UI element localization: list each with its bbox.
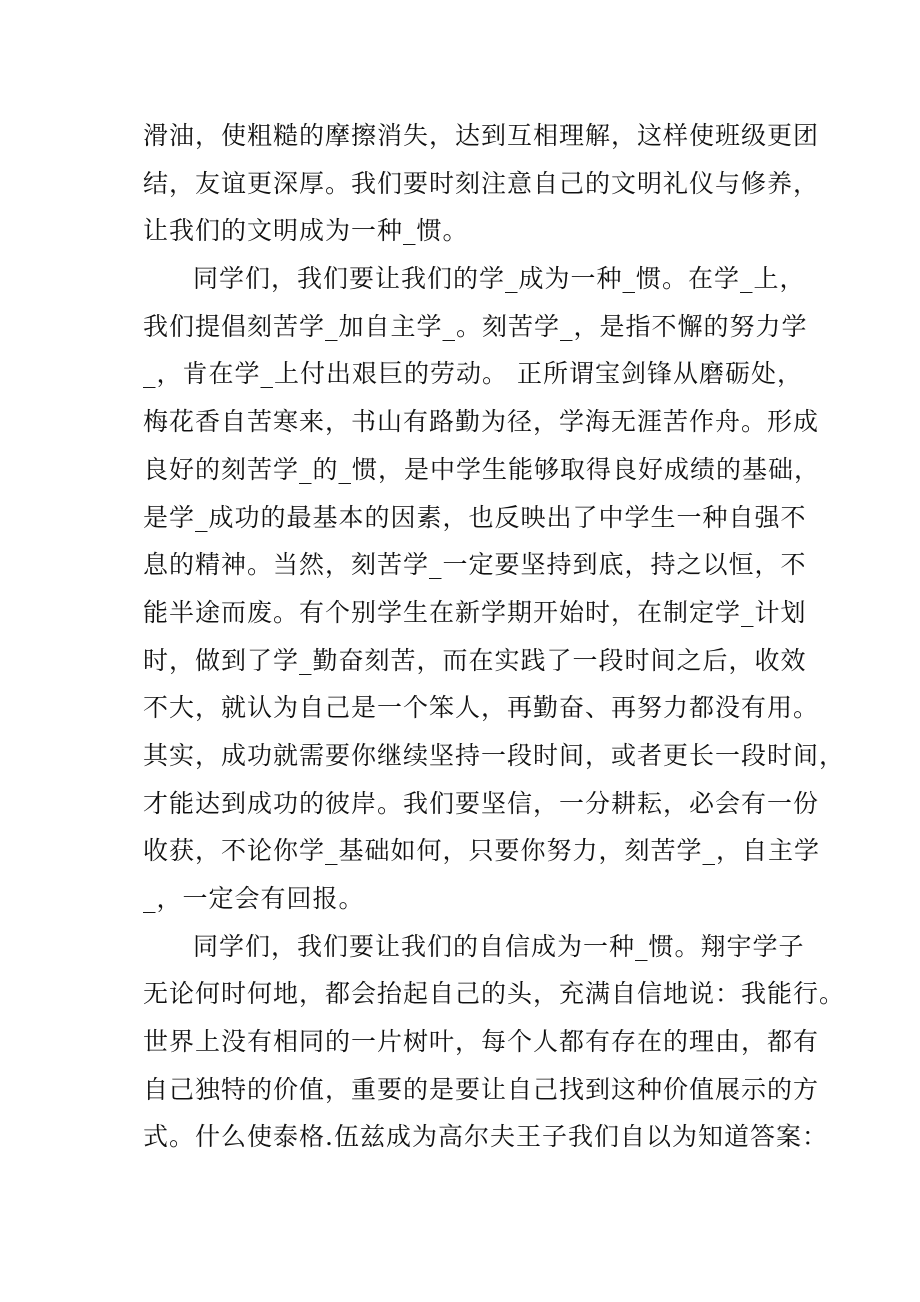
text-line: 滑油，使粗糙的摩擦消失，达到互相理解，这样使班级更团 <box>143 121 820 150</box>
paragraph-2 <box>143 255 846 923</box>
text-line: 梅花香自苦寒来，书山有路勤为径，学海无涯苦作舟。形成 <box>143 407 820 437</box>
text-line: 同学们，我们要让我们的学_成为一种_惯。在学_上， <box>193 264 806 294</box>
text-line: 才能达到成功的彼岸。我们要坚信，一分耕耘，必会有一份 <box>143 788 820 818</box>
text-line: 能半途而废。有个别学生在新学期开始时，在制定学_计划 <box>143 597 807 627</box>
text-line: 让我们的文明成为一种_惯。 <box>143 216 469 246</box>
text-line: 良好的刻苦学_的_惯，是中学生能够取得良好成绩的基础， <box>143 454 821 484</box>
document-body <box>143 112 846 1161</box>
text-line: 无论何时何地，都会抬起自己的头，充满自信地说：我能行。 <box>143 979 846 1009</box>
text-line: 式。什么使泰格.伍兹成为高尔夫王子我们自以为知道答案： <box>143 1122 828 1152</box>
text-line: 我们提倡刻苦学_加自主学_。刻苦学_，是指不懈的努力学 <box>143 311 808 341</box>
text-line: 同学们，我们要让我们的自信成为一种_惯。翔宇学子 <box>193 931 805 961</box>
text-line: _，肯在学_上付出艰巨的劳动。 正所谓宝剑锋从磨砺处， <box>143 359 803 389</box>
text-line: 收获，不论你学_基础如何，只要你努力，刻苦学_，自主学 <box>143 836 821 866</box>
text-line: 世界上没有相同的一片树叶，每个人都有存在的理由，都有 <box>143 1027 820 1057</box>
text-line: 时，做到了学_勤奋刻苦，而在实践了一段时间之后，收效 <box>143 645 807 675</box>
text-line: _，一定会有回报。 <box>143 884 365 913</box>
text-line: 结，友谊更深厚。我们要时刻注意自己的文明礼仪与修养， <box>143 168 820 198</box>
paragraph-1 <box>143 112 823 255</box>
text-line: 不大，就认为自己是一个笨人，再勤奋、再努力都没有用。 <box>143 693 820 723</box>
text-line: 自己独特的价值，重要的是要让自己找到这种价值展示的方 <box>143 1074 820 1104</box>
paragraph-3 <box>143 923 846 1161</box>
text-line: 是学_成功的最基本的因素，也反映出了中学生一种自强不 <box>143 502 807 532</box>
text-line: 其实，成功就需要你继续坚持一段时间，或者更长一段时间， <box>143 740 846 770</box>
text-line: 息的精神。当然，刻苦学_一定要坚持到底，持之以恒，不 <box>143 550 807 580</box>
